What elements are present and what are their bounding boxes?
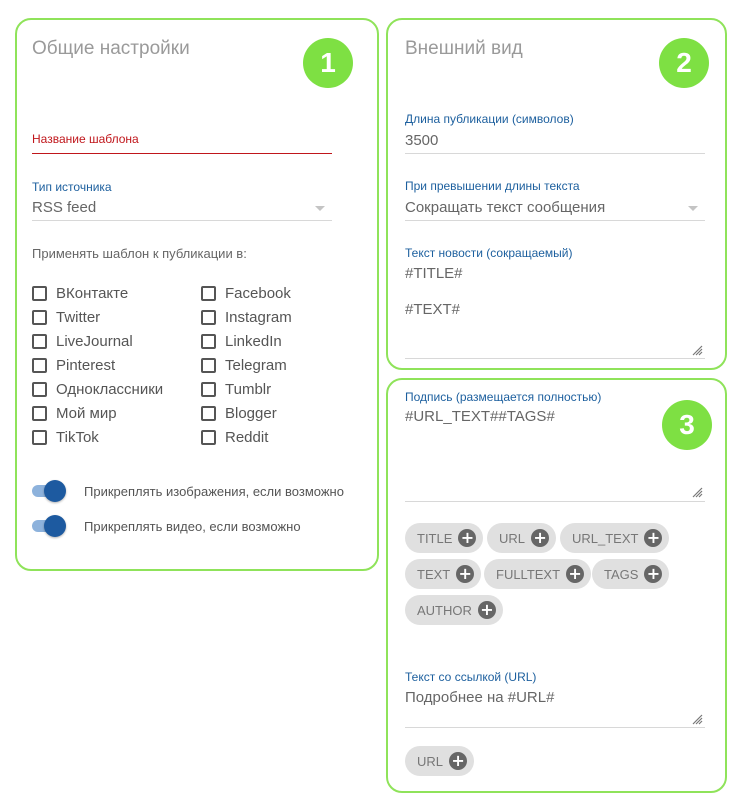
resize-handle-icon[interactable] bbox=[691, 344, 703, 356]
step-badge-1: 1 bbox=[303, 38, 353, 88]
tag-chip[interactable] bbox=[405, 523, 483, 553]
toggle-knob bbox=[44, 515, 66, 537]
checkbox-label: Telegram bbox=[225, 356, 287, 374]
add-icon[interactable]: + bbox=[478, 601, 496, 619]
network-checkbox-item[interactable] bbox=[32, 379, 163, 399]
step-badge-3: 3 bbox=[662, 400, 712, 450]
network-checkbox-item[interactable] bbox=[201, 307, 292, 327]
news-text-underline bbox=[405, 358, 705, 359]
length-label: Длина публикации (символов) bbox=[405, 112, 574, 126]
tag-chip-label: URL bbox=[417, 753, 444, 769]
tag-chip[interactable] bbox=[484, 559, 591, 589]
source-type-underline bbox=[32, 220, 332, 221]
checkbox[interactable] bbox=[32, 310, 47, 325]
checkbox-label: Одноклассники bbox=[56, 380, 164, 398]
checkbox-label: Facebook bbox=[225, 284, 291, 302]
checkbox[interactable] bbox=[32, 430, 47, 445]
checkbox-label: Instagram bbox=[225, 308, 292, 326]
signature-panel bbox=[386, 378, 727, 793]
add-icon[interactable]: + bbox=[449, 752, 467, 770]
checkbox[interactable] bbox=[201, 382, 216, 397]
checkbox[interactable] bbox=[201, 310, 216, 325]
tag-chip-label: TAGS bbox=[604, 566, 639, 582]
network-checkbox-item[interactable] bbox=[32, 283, 128, 303]
checkbox[interactable] bbox=[32, 382, 47, 397]
checkbox-label: Reddit bbox=[225, 428, 269, 446]
appearance-title: Внешний вид bbox=[405, 38, 523, 59]
checkbox[interactable] bbox=[201, 334, 216, 349]
link-text-underline bbox=[405, 727, 705, 728]
checkbox[interactable] bbox=[201, 406, 216, 421]
step-badge-2: 2 bbox=[659, 38, 709, 88]
source-type-label: Тип источника bbox=[32, 180, 112, 194]
tag-chip-label: AUTHOR bbox=[417, 602, 472, 618]
network-checkbox-item[interactable] bbox=[201, 427, 268, 447]
checkbox[interactable] bbox=[32, 358, 47, 373]
news-text-line-2[interactable]: #TEXT# bbox=[405, 301, 461, 318]
attach-images-toggle[interactable] bbox=[30, 479, 68, 503]
resize-handle-icon[interactable] bbox=[691, 713, 703, 725]
tag-chip[interactable] bbox=[487, 523, 556, 553]
network-checkbox-item[interactable] bbox=[201, 403, 277, 423]
signature-input[interactable]: #URL_TEXT##TAGS# bbox=[405, 408, 555, 425]
overflow-label: При превышении длины текста bbox=[405, 179, 580, 193]
checkbox[interactable] bbox=[32, 286, 47, 301]
add-icon[interactable]: + bbox=[644, 529, 662, 547]
network-checkbox-item[interactable] bbox=[201, 379, 271, 399]
apply-to-label: Применять шаблон к публикации в: bbox=[32, 246, 247, 261]
tag-chip[interactable] bbox=[560, 523, 669, 553]
network-checkbox-item[interactable] bbox=[32, 403, 117, 423]
network-checkbox-item[interactable] bbox=[201, 355, 287, 375]
attach-images-label: Прикреплять изображения, если возможно bbox=[84, 484, 344, 499]
add-icon[interactable]: + bbox=[644, 565, 662, 583]
tag-chip-label: FULLTEXT bbox=[496, 566, 561, 582]
news-text-line-1[interactable]: #TITLE# bbox=[405, 265, 463, 282]
template-name-underline bbox=[32, 153, 332, 154]
general-settings-panel bbox=[15, 18, 379, 571]
overflow-select[interactable]: Сокращать текст сообщения bbox=[405, 199, 606, 216]
checkbox-label: Tumblr bbox=[225, 380, 272, 398]
link-text-input[interactable]: Подробнее на #URL# bbox=[405, 689, 555, 706]
tag-chip[interactable] bbox=[592, 559, 669, 589]
attach-video-toggle[interactable] bbox=[30, 514, 68, 538]
checkbox-label: LinkedIn bbox=[225, 332, 282, 350]
checkbox-label: ВКонтакте bbox=[56, 284, 129, 302]
checkbox-label: Twitter bbox=[56, 308, 101, 326]
add-icon[interactable]: + bbox=[566, 565, 584, 583]
network-checkbox-item[interactable] bbox=[32, 355, 115, 375]
tag-chip[interactable] bbox=[405, 559, 481, 589]
checkbox[interactable] bbox=[32, 406, 47, 421]
source-type-select[interactable]: RSS feed bbox=[32, 199, 97, 216]
checkbox-label: LiveJournal bbox=[56, 332, 133, 350]
add-icon[interactable]: + bbox=[458, 529, 476, 547]
network-checkbox-item[interactable] bbox=[201, 331, 282, 351]
tag-chip-label: TEXT bbox=[417, 566, 451, 582]
news-text-label: Текст новости (сокращаемый) bbox=[405, 246, 573, 260]
tag-chip[interactable] bbox=[405, 595, 503, 625]
checkbox-label: Pinterest bbox=[56, 356, 116, 374]
chevron-down-icon[interactable] bbox=[688, 206, 698, 211]
tag-chip-label: URL bbox=[499, 530, 526, 546]
checkbox[interactable] bbox=[201, 286, 216, 301]
tag-chip-label: URL_TEXT bbox=[572, 530, 639, 546]
chevron-down-icon[interactable] bbox=[315, 206, 325, 211]
length-underline bbox=[405, 153, 705, 154]
checkbox[interactable] bbox=[201, 430, 216, 445]
add-icon[interactable]: + bbox=[531, 529, 549, 547]
overflow-underline bbox=[405, 220, 705, 221]
appearance-panel bbox=[386, 18, 727, 370]
toggle-knob bbox=[44, 480, 66, 502]
add-icon[interactable]: + bbox=[456, 565, 474, 583]
network-checkbox-item[interactable] bbox=[32, 427, 99, 447]
signature-underline bbox=[405, 501, 705, 502]
general-settings-title: Общие настройки bbox=[32, 38, 190, 59]
checkbox[interactable] bbox=[32, 334, 47, 349]
network-checkbox-item[interactable] bbox=[32, 331, 133, 351]
checkbox-label: TikTok bbox=[56, 428, 99, 446]
checkbox-label: Мой мир bbox=[56, 404, 117, 422]
checkbox-label: Blogger bbox=[225, 404, 277, 422]
attach-video-label: Прикреплять видео, если возможно bbox=[84, 519, 301, 534]
resize-handle-icon[interactable] bbox=[691, 486, 703, 498]
template-name-label: Название шаблона bbox=[32, 132, 139, 146]
tag-chip[interactable] bbox=[405, 746, 474, 776]
length-input[interactable]: 3500 bbox=[405, 132, 439, 149]
link-text-label: Текст со ссылкой (URL) bbox=[405, 670, 537, 684]
network-checkbox-item[interactable] bbox=[32, 307, 100, 327]
signature-label: Подпись (размещается полностью) bbox=[405, 390, 602, 404]
tag-chip-label: TITLE bbox=[417, 530, 453, 546]
checkbox[interactable] bbox=[201, 358, 216, 373]
network-checkbox-item[interactable] bbox=[201, 283, 291, 303]
